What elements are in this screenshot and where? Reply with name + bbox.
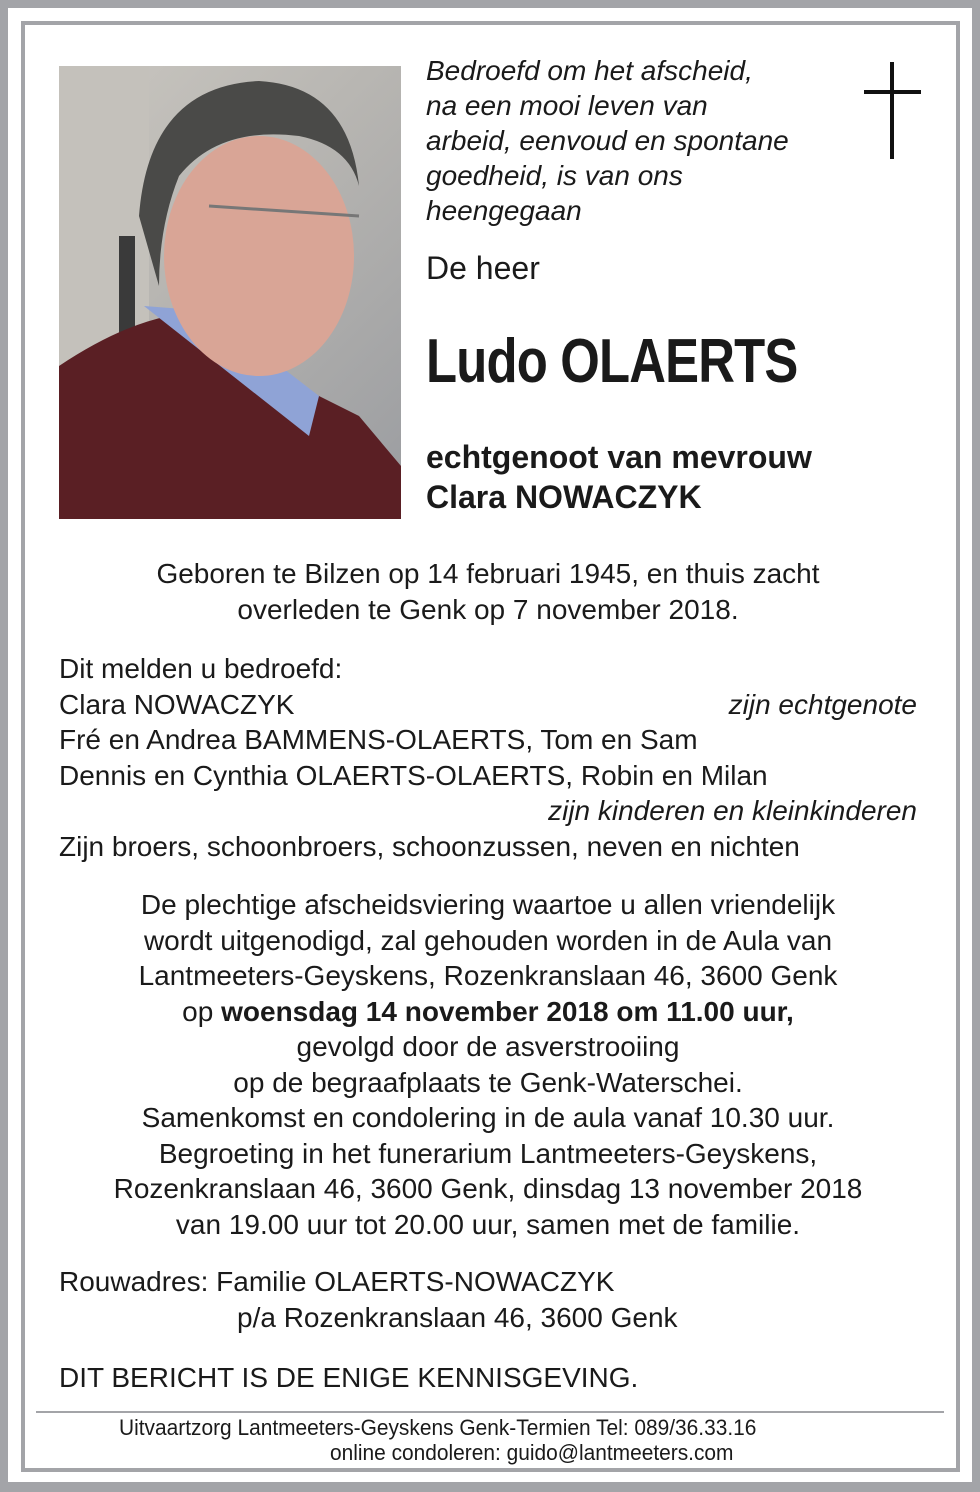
announce-intro: Dit melden u bedroefd: — [59, 653, 343, 684]
title: De heer — [426, 250, 540, 286]
intro-line: goedheid, is van ons — [426, 160, 683, 191]
address-line: p/a Rozenkranslaan 46, 3600 Genk — [237, 1301, 678, 1333]
ceremony-line: De plechtige afscheidsviering waartoe u allen vriendelijk — [140, 889, 836, 920]
intro-line: Bedroefd om het afscheid, — [426, 55, 753, 86]
ceremony-date-prefix: op — [182, 995, 222, 1027]
ceremony-info — [36, 887, 940, 1242]
ceremony-date: woensdag 14 november 2018 om 11.00 uur, — [221, 995, 794, 1027]
family-child: Fré en Andrea BAMMENS-OLAERTS, Tom en Sam — [59, 724, 698, 755]
ceremony-line: Samenkomst en condolering in de aula vanaf 10.30 uur. — [141, 1102, 835, 1133]
intro-verse — [426, 53, 789, 228]
spouse-line: echtgenoot van mevrouw — [426, 439, 812, 475]
family-others: Zijn broers, schoonbroers, schoonzussen, neven en nichten — [59, 830, 800, 862]
intro-line: arbeid, eenvoud en spontane — [426, 125, 789, 156]
spouse-line: Clara NOWACZYK — [426, 479, 702, 515]
mourning-address — [59, 1264, 678, 1335]
children-role: zijn kinderen en kleinkinderen — [548, 795, 917, 826]
family-child: Dennis en Cynthia OLAERTS-OLAERTS, Robin en Milan — [59, 759, 768, 791]
intro-line: heengegaan — [426, 195, 582, 226]
intro-line: na een mooi leven van — [426, 90, 708, 121]
ceremony-line: Begroeting in het funerarium Lantmeeters-Geyskens, — [158, 1137, 818, 1169]
ceremony-line: wordt uitgenodigd, zal gehouden worden in de Aula van — [143, 924, 833, 956]
ceremony-line: op de begraafplaats te Genk-Waterschei. — [233, 1066, 743, 1098]
footer-divider — [36, 1411, 944, 1413]
deceased-name: Ludo OLAERTS — [426, 327, 798, 396]
ceremony-line: gevolgd door de asverstrooiing — [296, 1031, 680, 1062]
ceremony-date-line — [36, 994, 940, 1030]
cross-icon — [864, 62, 922, 160]
birth-death-info — [36, 556, 940, 627]
notice: DIT BERICHT IS DE ENIGE KENNISGEVING. — [59, 1362, 639, 1393]
portrait-photo — [59, 66, 401, 519]
footer-line-2: online condoleren: guido@lantmeeters.com — [330, 1440, 734, 1465]
family-spouse: Clara NOWACZYK — [59, 688, 295, 720]
address-line: Rouwadres: Familie OLAERTS-NOWACZYK — [59, 1266, 615, 1297]
ceremony-line: Rozenkranslaan 46, 3600 Genk, dinsdag 13 november 2018 — [113, 1173, 863, 1204]
spouse-info — [426, 437, 812, 517]
footer-line-1: Uitvaartzorg Lantmeeters-Geyskens Genk-Termien Tel: 089/36.33.16 — [119, 1415, 757, 1440]
family-list — [59, 651, 917, 864]
ceremony-line: van 19.00 uur tot 20.00 uur, samen met de familie. — [175, 1208, 801, 1240]
spouse-role: zijn echtgenote — [728, 688, 917, 720]
ceremony-line: Lantmeeters-Geyskens, Rozenkranslaan 46, 3600 Genk — [138, 960, 838, 991]
birth-line: Geboren te Bilzen op 14 februari 1945, en thuis zacht — [156, 558, 820, 589]
death-line: overleden te Genk op 7 november 2018. — [237, 593, 739, 625]
